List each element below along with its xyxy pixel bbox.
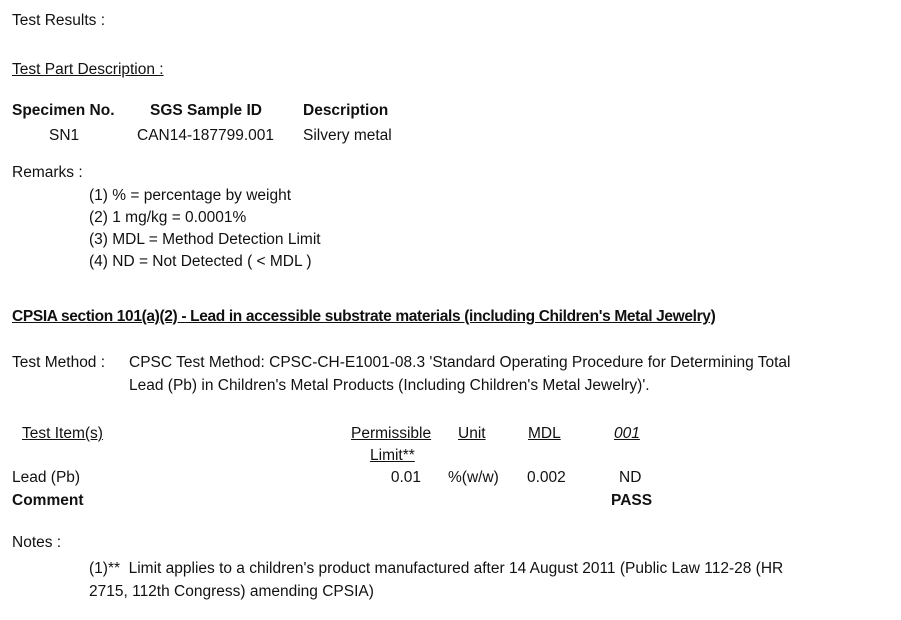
notes-label: Notes : bbox=[12, 534, 62, 551]
test-item-header: Test Item(s) bbox=[22, 425, 103, 442]
lead-mdl: 0.002 bbox=[527, 469, 566, 486]
description-header: Description bbox=[303, 102, 389, 119]
test-method-line: Lead (Pb) in Children's Metal Products (Including Children's Metal Jewelry)'. bbox=[129, 377, 650, 394]
sgs-sample-id-value: CAN14-187799.001 bbox=[137, 127, 275, 144]
remark-item: (1) % = percentage by weight bbox=[89, 187, 292, 204]
remarks-label: Remarks : bbox=[12, 164, 83, 181]
lead-result: ND bbox=[619, 469, 642, 486]
test-results-label: Test Results : bbox=[12, 12, 106, 29]
specimen-no-header: Specimen No. bbox=[12, 102, 115, 119]
lead-limit: 0.01 bbox=[390, 469, 421, 486]
test-part-description-label: Test Part Description : bbox=[12, 61, 164, 78]
specimen-no-value: SN1 bbox=[49, 127, 80, 144]
permissible-limit-header-line2: Limit** bbox=[370, 447, 415, 464]
unit-header: Unit bbox=[458, 425, 486, 442]
test-method-line: CPSC Test Method: CPSC-CH-E1001-08.3 'Standard Operating Procedure for Determining Total bbox=[129, 354, 791, 371]
notes-line: 2715, 112th Congress) amending CPSIA) bbox=[89, 583, 374, 600]
lead-item: Lead (Pb) bbox=[12, 469, 81, 486]
remark-item: (4) ND = Not Detected ( < MDL ) bbox=[89, 253, 312, 270]
test-method-label: Test Method : bbox=[12, 354, 106, 371]
comment-value: PASS bbox=[611, 492, 653, 509]
remark-item: (2) 1 mg/kg = 0.0001% bbox=[89, 209, 247, 226]
sgs-sample-id-header: SGS Sample ID bbox=[150, 102, 262, 119]
permissible-limit-header: Permissible bbox=[351, 425, 432, 442]
comment-label: Comment bbox=[12, 492, 84, 509]
remark-item: (3) MDL = Method Detection Limit bbox=[89, 231, 321, 248]
description-value: Silvery metal bbox=[303, 127, 392, 144]
lead-unit: %(w/w) bbox=[448, 469, 499, 486]
mdl-header: MDL bbox=[528, 425, 561, 442]
notes-line: (1)** Limit applies to a children's product manufactured after 14 August 2011 (Public Law 112-28 (HR bbox=[89, 560, 784, 577]
section-title: CPSIA section 101(a)(2) - Lead in accessible substrate materials (including Children's Metal Jewelry) bbox=[12, 308, 716, 325]
sample-001-header: 001 bbox=[614, 425, 640, 442]
